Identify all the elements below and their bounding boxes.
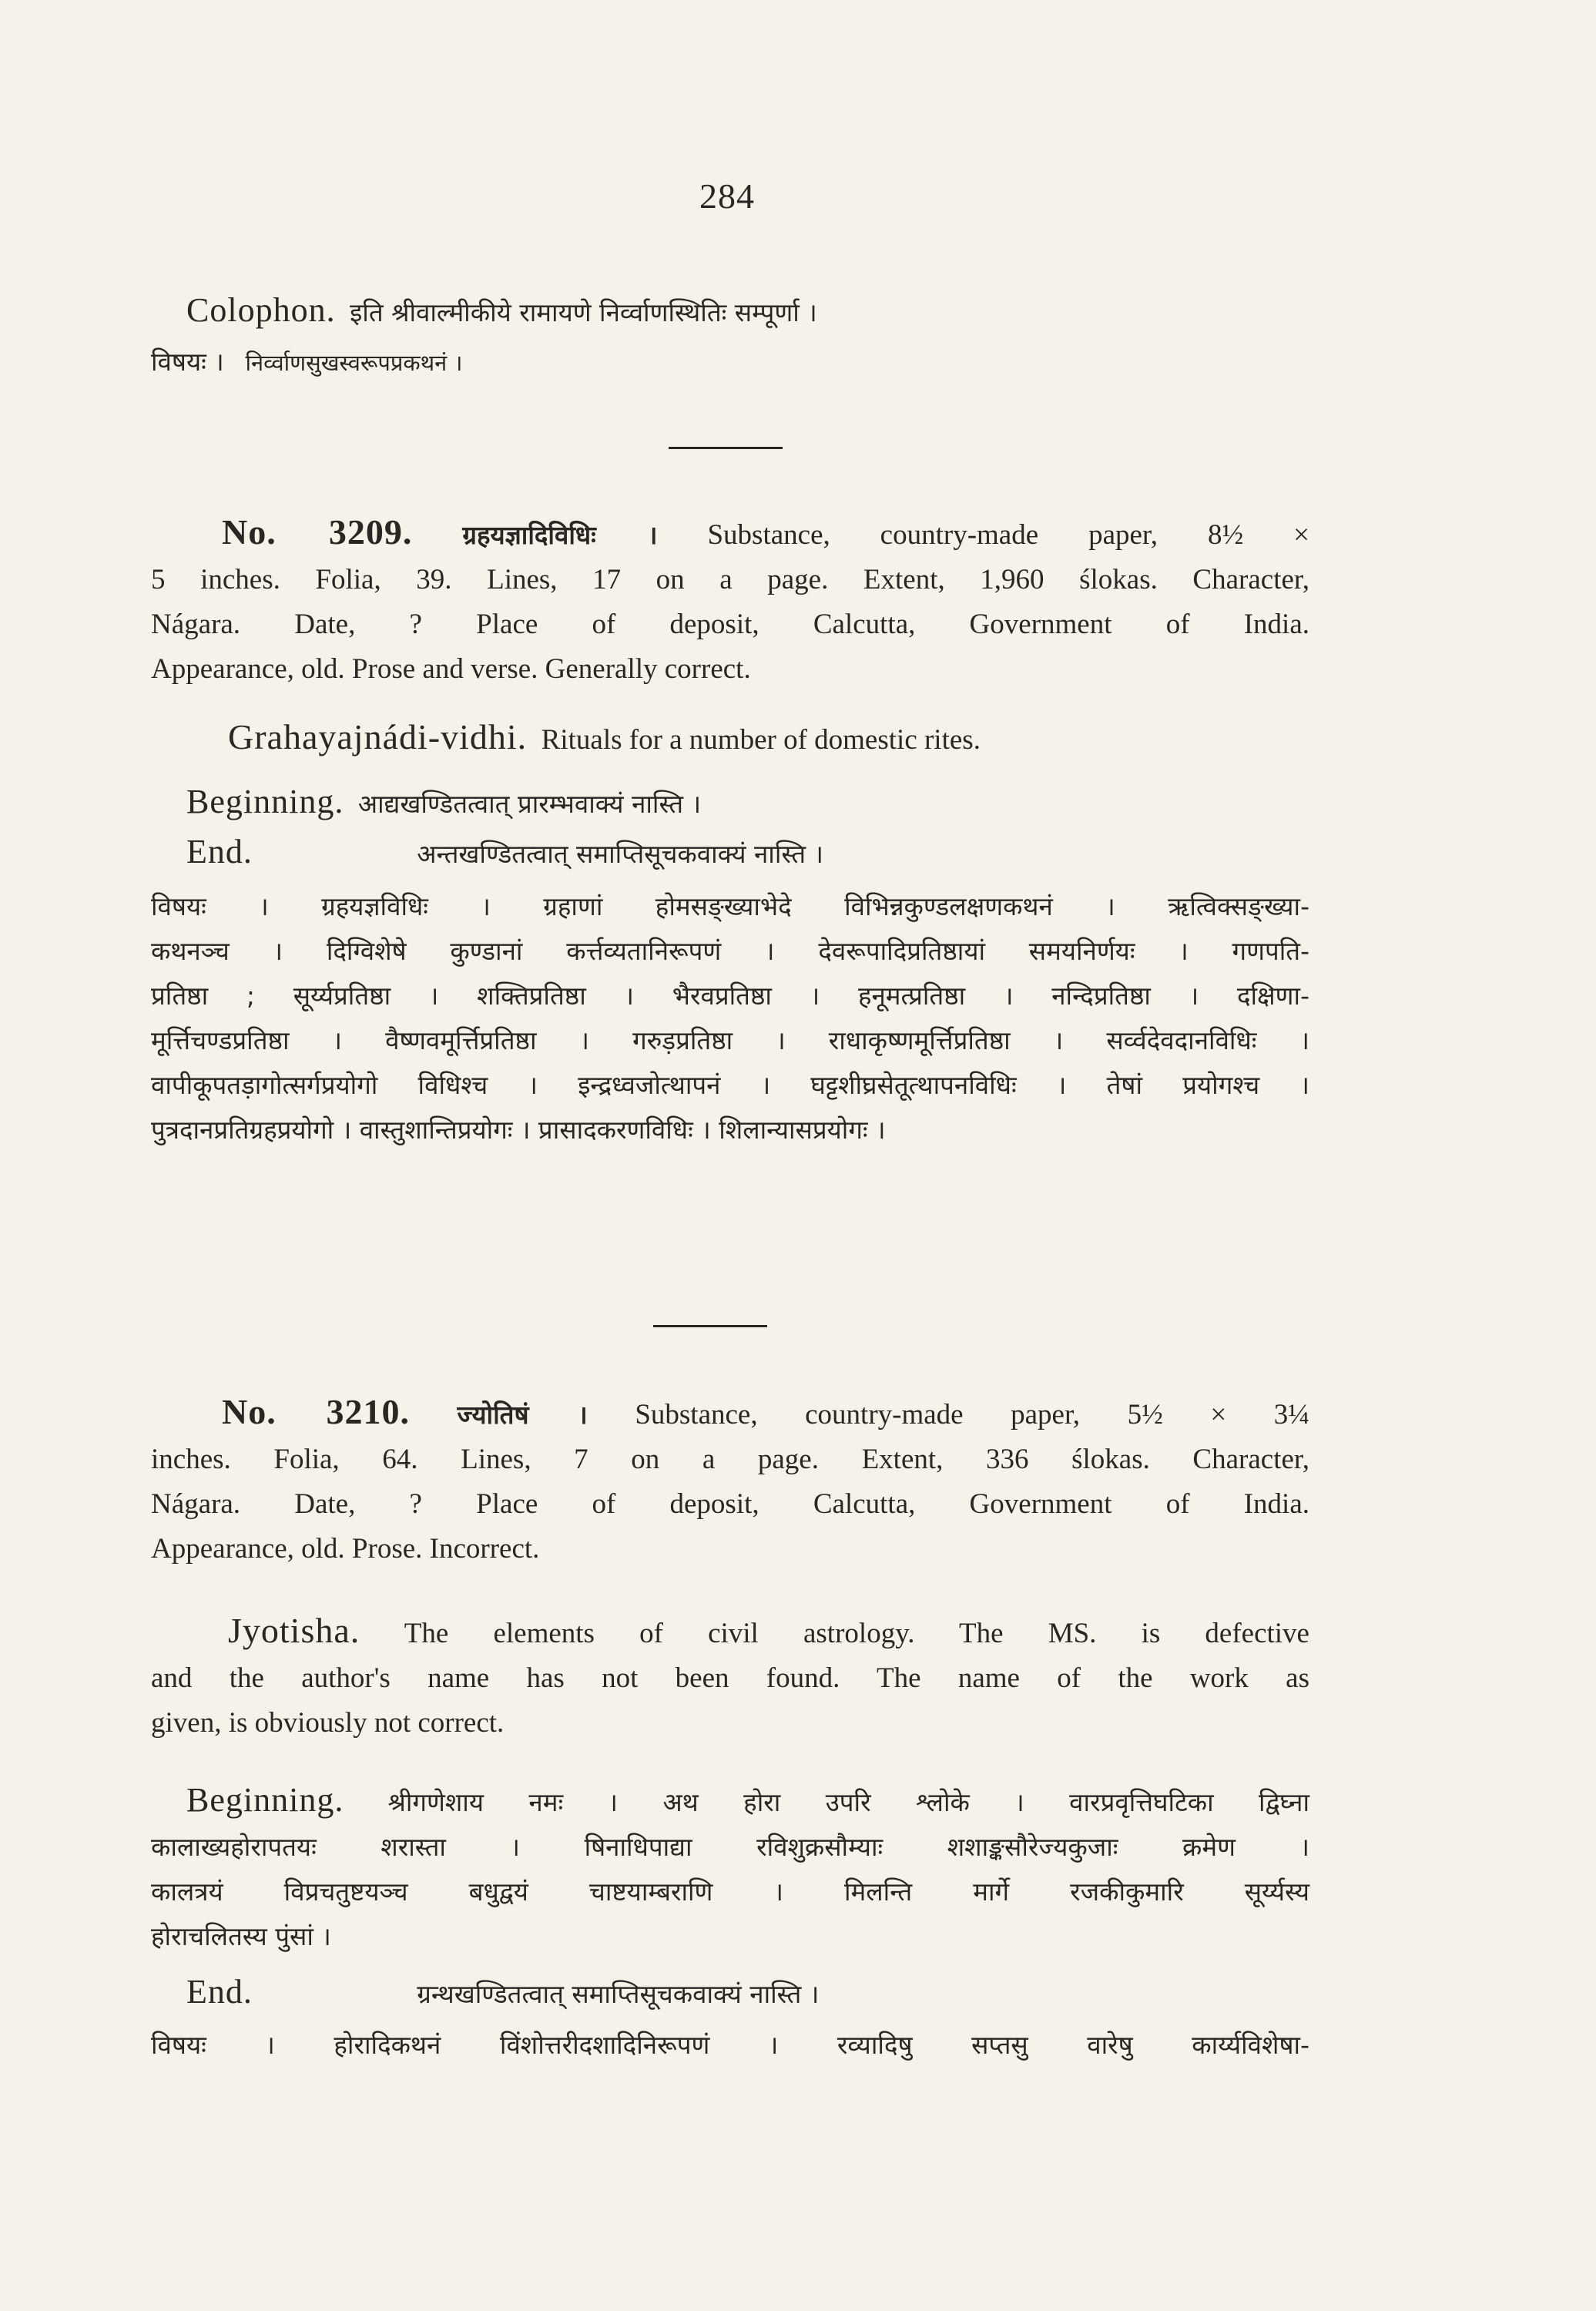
beginning-line: कालत्रयं विप्रचतुष्टयञ्च बधुद्वयं चाष्टयाम्बराणि । मिलन्ति मार्गे रजकीकुमारि सूर्य्यस्य — [151, 1877, 1309, 1907]
subject-text: ग्रहयज्ञविधिः । ग्रहाणां होमसङ्ख्याभेदे विभिन्नकुण्डलक्षणकथनं । ऋत्विक्सङ्ख्या- — [321, 891, 1309, 921]
entry-details-line3: Nágara. Date, ? Place of deposit, Calcutta, Government of India. — [151, 609, 1309, 640]
beginning-line: कालाख्यहोरापतयः शरास्ता । षिनाधिपाद्या रविशुक्रसौम्याः शशाङ्कसौरेज्यकुजाः क्रमेण । — [151, 1832, 1309, 1862]
entry-description-line2: and the author's name has not been found. The name of the work as — [151, 1662, 1309, 1694]
subject-line: मूर्त्तिचण्डप्रतिष्ठा । वैष्णवमूर्त्तिप्रतिष्ठा । गरुड़प्रतिष्ठा । राधाकृष्णमूर्त्तिप्रतिष्ठा । सर्व्वदेवदानविधिः । — [151, 1025, 1309, 1055]
beginning-label: Beginning. — [186, 783, 344, 820]
entry-details-line1: Substance, country-made paper, 8½ × — [707, 519, 1310, 551]
colophon-subject-text: निर्व्वाणसुखस्वरूपप्रकथनं । — [245, 350, 463, 376]
beginning-line: होराचलितस्य पुंसां । — [151, 1921, 331, 1951]
subject-label: विषयः । — [151, 891, 269, 921]
entry-title-roman: Jyotisha. — [228, 1611, 360, 1650]
section-divider — [653, 1325, 767, 1327]
entry-details-line4: Appearance, old. Prose. Incorrect. — [151, 1533, 540, 1565]
beginning-label: Beginning. — [186, 1781, 344, 1819]
entry-description: Rituals for a number of domestic rites. — [541, 724, 981, 756]
entry-title-devanagari: ज्योतिषं । — [457, 1400, 588, 1430]
subject-line: पुत्रदानप्रतिग्रहप्रयोगो । वास्तुशान्तिप्रयोगः । प्रासादकरणविधिः । शिलान्यासप्रयोगः । — [151, 1115, 886, 1145]
entry-3209 — [151, 510, 1309, 1152]
entry-number: No. 3210. — [222, 1392, 410, 1431]
entry-title-devanagari: ग्रहयज्ञादिविधिः । — [462, 520, 658, 550]
colophon-section — [151, 288, 1309, 385]
colophon-subject-label: विषयः । — [151, 347, 224, 377]
beginning-text: आद्यखण्डितत्वात् प्रारम्भवाक्यं नास्ति । — [357, 789, 702, 819]
subject-line: प्रतिष्ठा ; सूर्य्यप्रतिष्ठा । शक्तिप्रतिष्ठा । भैरवप्रतिष्ठा । हनूमत्प्रतिष्ठा । नन्दिप्रतिष्ठा । दक्षिणा- — [151, 981, 1309, 1011]
end-label: End. — [186, 833, 253, 870]
subject-line: वापीकूपतड़ागोत्सर्गप्रयोगो विधिश्च । इन्द्रध्वजोत्थापनं । घट्टशीघ्रसेतूत्थापनविधिः । तेषां प्रयोगश्च । — [151, 1070, 1309, 1100]
entry-3210 — [151, 1390, 1309, 2068]
entry-number: No. 3209. — [222, 512, 413, 552]
entry-details-line3: Nágara. Date, ? Place of deposit, Calcutta, Government of India. — [151, 1488, 1309, 1520]
end-label: End. — [186, 1973, 253, 2011]
subject-label: विषयः । — [151, 2030, 275, 2060]
subject-line — [151, 884, 1309, 929]
subject-text: होरादिकथनं विंशोत्तरीदशादिनिरूपणं । रव्यादिषु सप्तसु वारेषु कार्य्यविशेषा- — [334, 2030, 1309, 2060]
beginning-text: श्रीगणेशाय नमः । अथ होरा उपरि श्लोके । वारप्रवृत्तिघटिका द्विघ्ना — [387, 1787, 1310, 1817]
entry-title-roman: Grahayajnádi-vidhi. — [228, 717, 528, 756]
end-text: ग्रन्थखण्डितत्वात् समाप्तिसूचकवाक्यं नास्ति । — [417, 1979, 820, 2009]
entry-details-line1: Substance, country-made paper, 5½ × 3¼ — [635, 1399, 1309, 1431]
end-text: अन्तखण्डितत्वात् समाप्तिसूचकवाक्यं नास्ति । — [417, 839, 824, 869]
entry-details-line2: 5 inches. Folia, 39. Lines, 17 on a page. Extent, 1,960 ślokas. Character, — [151, 564, 1309, 595]
page-number: 284 — [699, 176, 755, 216]
colophon-text: इति श्रीवाल्मीकीये रामायणे निर्व्वाणस्थितिः सम्पूर्णा । — [350, 297, 817, 327]
section-divider — [669, 447, 783, 449]
entry-details-line4: Appearance, old. Prose and verse. Generally correct. — [151, 653, 751, 685]
entry-description: The elements of civil astrology. The MS. is defective — [404, 1618, 1309, 1649]
colophon-label: Colophon. — [186, 291, 336, 329]
entry-description-line3: given, is obviously not correct. — [151, 1707, 505, 1739]
entry-details-line2: inches. Folia, 64. Lines, 7 on a page. Extent, 336 ślokas. Character, — [151, 1444, 1309, 1475]
subject-line: कथनञ्च । दिग्विशेषे कुण्डानां कर्त्तव्यतानिरूपणं । देवरूपादिप्रतिष्ठायां समयनिर्णयः । गणपति- — [151, 936, 1309, 966]
